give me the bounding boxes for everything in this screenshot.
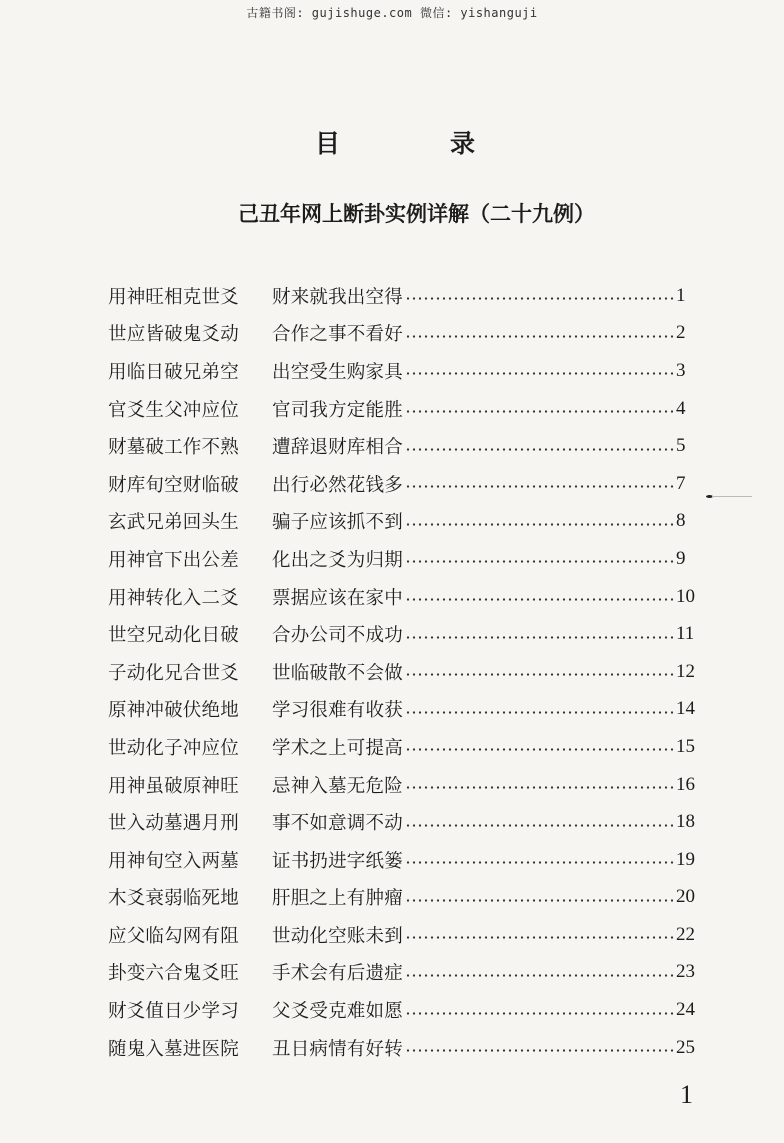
- page-title: [315, 124, 475, 160]
- toc-entry-right: 世临破散不会做: [272, 662, 403, 684]
- toc-entry[interactable]: [108, 578, 698, 616]
- toc-dot-leader: [405, 335, 674, 338]
- toc-entry-left: 世应皆破鬼爻动: [108, 324, 239, 346]
- toc-dot-leader: [405, 899, 674, 902]
- toc-entry-page: 24: [676, 999, 695, 1021]
- toc-entry-page: 8: [676, 510, 686, 532]
- toc-entry-left: 用神官下出公差: [108, 549, 239, 571]
- section-title: 己丑年网上断卦实例详解（二十九例）: [238, 202, 595, 226]
- toc-entry-left: 官爻生父冲应位: [108, 399, 239, 421]
- toc-dot-leader: [405, 560, 674, 563]
- toc-entry-page: 3: [676, 359, 686, 381]
- toc-entry-right: 票据应该在家中: [272, 587, 403, 609]
- toc-dot-leader: [405, 448, 674, 451]
- toc-entry[interactable]: [108, 954, 698, 992]
- toc-entry[interactable]: [108, 390, 698, 428]
- toc-entry[interactable]: [108, 1029, 698, 1067]
- toc-entry[interactable]: [108, 841, 698, 879]
- toc-entry-right: 忌神入墓无危险: [272, 775, 403, 797]
- toc-entry-right: 证书扔进字纸篓: [272, 850, 403, 872]
- toc-dot-leader: [405, 974, 674, 977]
- toc-entry-page: 2: [676, 322, 686, 344]
- page-title-left: 目: [315, 129, 341, 158]
- toc-entry[interactable]: [108, 352, 698, 390]
- toc-entry[interactable]: [108, 803, 698, 841]
- toc-entry-page: 16: [676, 773, 695, 795]
- toc-dot-leader: [405, 297, 674, 300]
- toc-entry-page: 23: [676, 961, 695, 983]
- toc-entry[interactable]: [108, 691, 698, 729]
- toc-entry-right: 合办公司不成功: [272, 625, 403, 647]
- toc-entry-left: 卦变六合鬼爻旺: [108, 963, 239, 985]
- toc-entry-page: 11: [676, 623, 695, 645]
- toc-entry-page: 25: [676, 1036, 695, 1058]
- toc-dot-leader: [405, 1049, 674, 1052]
- toc-entry-page: 15: [676, 735, 695, 757]
- toc-entry-page: 18: [676, 811, 695, 833]
- toc-dot-leader: [405, 598, 674, 601]
- toc-entry-left: 用神旬空入两墓: [108, 850, 239, 872]
- toc-entry-page: 14: [676, 698, 695, 720]
- toc-entry-page: 10: [676, 585, 695, 607]
- toc-entry[interactable]: [108, 503, 698, 541]
- toc-entry[interactable]: [108, 728, 698, 766]
- watermark-text: 古籍书阁: gujishuge.com 微信: yishanguji: [246, 6, 538, 20]
- toc-entry[interactable]: [108, 540, 698, 578]
- toc-entry-right: 遭辞退财库相合: [272, 437, 403, 459]
- toc-entry-right: 丑日病情有好转: [272, 1038, 403, 1060]
- toc-entry-right: 肝胆之上有肿瘤: [272, 888, 403, 910]
- toc-dot-leader: [405, 824, 674, 827]
- toc-entry-left: 子动化兄合世爻: [108, 662, 239, 684]
- toc-entry-left: 世空兄动化日破: [108, 625, 239, 647]
- toc-entry-left: 应父临勾网有阻: [108, 925, 239, 947]
- toc-entry[interactable]: [108, 465, 698, 503]
- toc-entry-right: 父爻受克难如愿: [272, 1001, 403, 1023]
- toc-entry-right: 事不如意调不动: [272, 813, 403, 835]
- toc-entry-left: 财库旬空财临破: [108, 474, 239, 496]
- toc-entry-page: 12: [676, 660, 695, 682]
- toc-entry[interactable]: [108, 879, 698, 917]
- toc-dot-leader: [405, 523, 674, 526]
- toc-entry-page: 22: [676, 923, 695, 945]
- toc-entry[interactable]: [108, 277, 698, 315]
- toc-entry-left: 木爻衰弱临死地: [108, 888, 239, 910]
- toc-entry-right: 手术会有后遗症: [272, 963, 403, 985]
- toc-entry-left: 财爻值日少学习: [108, 1001, 239, 1023]
- toc-entry[interactable]: [108, 653, 698, 691]
- toc-dot-leader: [405, 636, 674, 639]
- toc-entry-right: 出行必然花钱多: [272, 474, 403, 496]
- toc-dot-leader: [405, 372, 674, 375]
- toc-entry-left: 用神旺相克世爻: [108, 286, 239, 308]
- toc-entry-right: 学习很难有收获: [272, 700, 403, 722]
- page-number: 1: [680, 1080, 693, 1109]
- toc-dot-leader: [405, 410, 674, 413]
- toc-entry-page: 9: [676, 547, 686, 569]
- toc-entry-left: 用神转化入二爻: [108, 587, 239, 609]
- toc-entry-left: 财墓破工作不熟: [108, 437, 239, 459]
- toc-entry[interactable]: [108, 427, 698, 465]
- toc-entry-page: 1: [676, 284, 686, 306]
- toc-entry-page: 20: [676, 886, 695, 908]
- toc-dot-leader: [405, 861, 674, 864]
- page-title-right: 录: [449, 129, 475, 158]
- toc-entry-right: 财来就我出空得: [272, 286, 403, 308]
- toc-dot-leader: [405, 748, 674, 751]
- toc-entry-left: 用临日破兄弟空: [108, 361, 239, 383]
- toc-entry-left: 用神虽破原神旺: [108, 775, 239, 797]
- toc-dot-leader: [405, 1012, 674, 1015]
- toc-entry-page: 4: [676, 397, 686, 419]
- toc-dot-leader: [405, 711, 674, 714]
- toc-entry-right: 学术之上可提高: [272, 737, 403, 759]
- toc-entry[interactable]: [108, 991, 698, 1029]
- toc-entry-right: 化出之爻为归期: [272, 549, 403, 571]
- table-of-contents: [108, 277, 698, 1066]
- toc-entry-left: 世动化子冲应位: [108, 737, 239, 759]
- toc-dot-leader: [405, 786, 674, 789]
- toc-entry-page: 19: [676, 848, 695, 870]
- toc-entry-right: 世动化空账未到: [272, 925, 403, 947]
- toc-dot-leader: [405, 485, 674, 488]
- toc-entry[interactable]: [108, 615, 698, 653]
- toc-dot-leader: [405, 936, 674, 939]
- toc-dot-leader: [405, 673, 674, 676]
- toc-entry-page: 5: [676, 435, 686, 457]
- toc-entry[interactable]: [108, 315, 698, 353]
- toc-entry[interactable]: [108, 766, 698, 804]
- toc-entry-page: 7: [676, 472, 686, 494]
- scan-line: [712, 496, 752, 497]
- toc-entry-right: 官司我方定能胜: [272, 399, 403, 421]
- toc-entry-left: 世入动墓遇月刑: [108, 813, 239, 835]
- toc-entry[interactable]: [108, 916, 698, 954]
- toc-entry-left: 玄武兄弟回头生: [108, 512, 239, 534]
- toc-entry-right: 合作之事不看好: [272, 324, 403, 346]
- toc-entry-right: 骗子应该抓不到: [272, 512, 403, 534]
- toc-entry-left: 随鬼入墓进医院: [108, 1038, 239, 1060]
- toc-entry-left: 原神冲破伏绝地: [108, 700, 239, 722]
- toc-entry-right: 出空受生购家具: [272, 361, 403, 383]
